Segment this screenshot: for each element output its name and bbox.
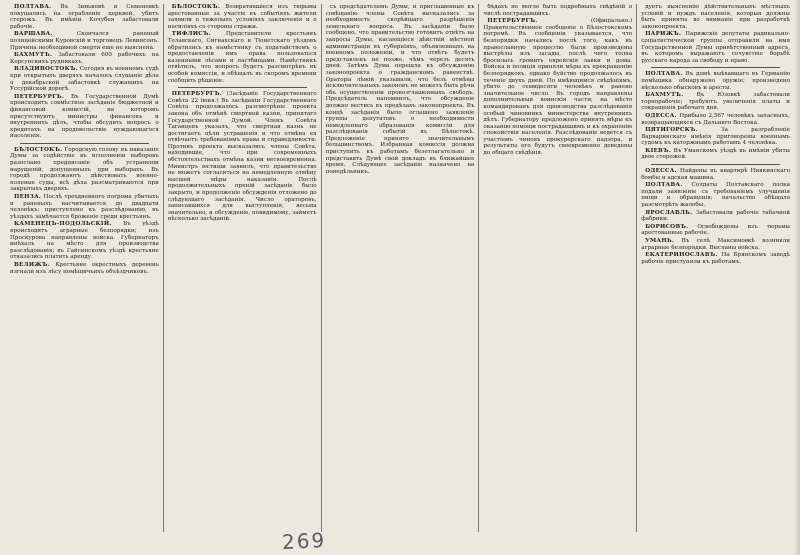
dispatch-text: Парижскіе депутаты радикально-соціалистической группы отправили на имя Государственной Думы привѣтственный адресъ, въ которомъ выражаютъ сочувствіе борьбѣ русскаго народа за свободу и право.: [641, 31, 790, 64]
column-2: [163, 4, 321, 532]
dispatch-text: Послѣ трехдневного погрома убитыхъ и раненыхъ насчитывается до двадцати человѣкъ; приступлено къ разслѣдованію, въ уѣздахъ замѣчается броженіе среди крестьянъ.: [10, 194, 159, 220]
section-divider: [178, 87, 307, 88]
dispatch-text: Городскую голову въ наказаніе Думы за содѣйствіе въ исполненіи выборовъ разослано предписаніе объ устраненіи нарушеній, допущенныхъ при выборахъ. Въ городѣ продолжаютъ дѣйствовать военно-полевые суды, всѣ дѣла разсматриваются при закрытыхъ дверяхъ.: [10, 146, 159, 193]
page-footer: [0, 528, 800, 555]
dispatch: [641, 31, 790, 64]
dispatch-place: ПОЛТАВА.: [645, 71, 683, 78]
page-edge-shadow: [794, 0, 800, 555]
dispatch: [641, 127, 790, 147]
dispatch: [168, 31, 317, 84]
column-4: [478, 4, 636, 532]
dispatch-text: Забастовали рабочіе табачной фабрики.: [641, 209, 790, 223]
dispatch-place: ПАРИЖЪ.: [645, 31, 682, 38]
dispatch: [483, 4, 632, 17]
dispatch-place: КАМЕНЕЦЪ-ПОДОЛЬСКІЙ.: [14, 221, 112, 228]
dispatch-text: Въ Уманскомъ уѣздѣ въ имѣніи убиты двое сторожей.: [641, 147, 790, 161]
dispatch-text: Освобождены изъ тюрьмы арестованные рабочіе.: [641, 223, 790, 237]
dispatch: [10, 66, 159, 92]
dispatch: [641, 113, 790, 126]
dispatch-text: Въ домѣ выѣхавшаго въ Германію помѣщика обнаружено оружіе; произведено нѣсколько обысковъ и аресты.: [641, 71, 790, 91]
dispatch-place: ТИФЛИСЪ.: [171, 31, 211, 38]
dispatch-place: ОДЕССА.: [645, 168, 677, 175]
dispatch-place: ЕКАТЕРИНОСЛАВЪ.: [645, 252, 718, 259]
section-divider: [20, 143, 149, 144]
dispatch-place: БОРИСОВЪ.: [645, 223, 689, 230]
dispatch-text: Въ Юзовкѣ забастовали горнорабочіе; требуютъ увеличенія платы и сокращенія рабочаго дня.: [641, 92, 790, 112]
dispatch-place: ВЛАДИВОСТОКЪ.: [14, 66, 78, 73]
dispatch: [10, 4, 159, 30]
dispatch-place: ПОЛТАВА.: [14, 4, 52, 10]
dispatch-place: БѢЛОСТОКЪ.: [14, 146, 63, 153]
dispatch-text: Крестьяне окрестныхъ деревень изгнали изъ лѣсу помѣщичьихъ объѣздчиковъ.: [10, 261, 159, 275]
dispatch-place: ОДЕССА.: [645, 112, 677, 119]
dispatch: [10, 147, 159, 193]
dispatch-text: Забастовали 600 рабочихъ на Корсунскихъ рудникахъ.: [10, 52, 159, 65]
dispatch-text: Въ Государственной Думѣ происходитъ совмѣстное засѣданіе бюджетной и финансовой комиссій, на которомъ присутствуютъ министры финансовъ и внутреннихъ дѣлъ, чтобы обсудить вопросъ о кредитахъ на продовольствіе нуждающагося населенія.: [10, 93, 159, 140]
newspaper-columns: [6, 4, 794, 532]
section-divider: [651, 164, 780, 165]
dispatch-text: Найдены въ квартирѣ Ниякинскаго бомбы и адская машина.: [641, 168, 790, 181]
dispatch: [10, 31, 159, 51]
dispatch-place: ПОЛТАВА.: [645, 182, 683, 189]
dispatch-place: БАХМУТЪ.: [14, 52, 53, 59]
dispatch-text: За разграбленіе Варваринскаго имѣнія приговорены военнымъ судомъ къ каторжнымъ работамъ 4 человѣка.: [641, 127, 790, 147]
dispatch-place: УМАНЬ.: [645, 238, 675, 244]
dispatch-text: Въ уѣздѣ происходятъ аграрные безпорядки; изъ Проскурова направлены войска. Губернаторъ выѣхалъ на мѣсто для производства разслѣдованія; въ Гайсинскомъ уѣздѣ крестьяне отказались платить аренду.: [10, 221, 159, 261]
dispatch-place: БАХМУТЪ.: [645, 92, 684, 99]
dispatch: [10, 52, 159, 65]
section-divider: [651, 67, 780, 68]
dispatch-text: Возвратившіеся изъ тюрьмы арестованные за участіе въ событіяхъ жители заявили о тяжелыхъ условіяхъ заключенія и о насиліяхъ со стороны стражи.: [167, 4, 317, 30]
dispatch-text: На Брянскомъ заводѣ рабочіе приступили къ работамъ.: [641, 252, 790, 265]
dispatch-place: ВАРШАВА.: [14, 31, 53, 38]
dispatch-text: Скончался раненый полицейскими Куровскій и торговецъ Левинсонъ. Причина необходимой смерти еще не выяснена.: [10, 31, 159, 51]
dispatch-place: ПЕТЕРБУРГЪ.: [14, 93, 65, 100]
dispatch: [483, 18, 632, 156]
dispatch-text: дуетъ выясненію дѣйствительныхъ мѣстныхъ условій и нуждъ населенія, которыя должны быть приняты во вниманіе при разработкѣ законопроекта.: [641, 4, 790, 30]
column-1: [6, 4, 163, 532]
dispatch-text: (Засѣданіе Государственнаго Совѣта 22 іюня.) Въ засѣданіи Государственнаго Совѣта продолжалось разсмотрѣніе проекта закона объ отмѣнѣ смертной казни, принятаго Государственной Думой. Членъ Совѣта Таганцевъ указалъ, что смертная казнь не достигаетъ цѣли устрашенія и что отмѣна ея отвѣчаетъ требованіямъ права и справедливости. Противъ проекта высказались члены Совѣта, находившіе, что при современныхъ обстоятельствахъ отмѣна казни несвоевременна. Министръ юстиціи заявилъ, что правительство не можетъ согласиться на немедленную отмѣну высшей мѣры наказанія. Послѣ продолжительныхъ преній засѣданіе было закрыто, и продолженіе обсужденія отложено до слѣдующаго засѣданія. Число ораторовъ, записавшихся для выступленія, весьма значительно, и обсужденіе, повидимому, займетъ нѣсколько засѣданій.: [167, 91, 317, 223]
dispatch-place: ПЕТЕРБУРГЪ.: [171, 91, 222, 98]
dispatch-place: ЯРОСЛАВЛЬ.: [645, 209, 693, 216]
dispatch: [326, 4, 475, 175]
dispatch: [641, 238, 790, 251]
dispatch: [168, 4, 317, 30]
column-5: [636, 4, 794, 532]
dispatch: [641, 224, 790, 237]
dispatch: [10, 194, 159, 220]
dispatch: [641, 4, 790, 30]
dispatch: [10, 262, 159, 275]
column-3: [321, 4, 479, 532]
dispatch-place: КІЕВЪ.: [645, 147, 671, 154]
dispatch-place: БѢЛОСТОКЪ.: [171, 4, 221, 10]
dispatch: [641, 252, 790, 265]
dispatch: [641, 168, 790, 181]
dispatch-text: Прибыло 2,567 человѣкъ запасныхъ, возвращающихся съ Дальняго Востока.: [641, 112, 790, 126]
dispatch: [10, 221, 159, 261]
dispatch: [168, 91, 317, 223]
dispatch: [641, 92, 790, 112]
dispatch-place: ПЕНЗА.: [14, 194, 42, 201]
dispatch: [10, 94, 159, 140]
dispatch-text: съ предсѣдателемъ Думы, и приглашенные къ совѣщанію члены Совѣта высказались за необходимость скорѣйшаго разрѣшенія земельнаго вопроса. Въ засѣданіи было сообщено, что правительство готовитъ отвѣтъ на запросы Думы, касающіеся дѣйствій мѣстной администраціи въ губерніяхъ, объявленныхъ на военномъ положеніи, и что отвѣтъ будетъ представленъ не позже, чѣмъ черезъ десять дней. Затѣмъ Дума перешла къ обсужденію законопроекта о гражданскомъ равенствѣ. Ораторы лѣвой указывали, что безъ отмѣны исключительныхъ законовъ не можетъ быть рѣчи объ осуществленіи провозглашенныхъ свободъ. Предсѣдатель напомнилъ, что обсужденіе должно вестись въ предѣлахъ законопроекта. Въ концѣ засѣданія было оглашено заявленіе группы депутатовъ о необходимости немедленнаго образованія комиссіи для разслѣдованія событій въ Бѣлостокѣ. Предложеніе принято значительнымъ большинствомъ. Избранная комиссія должна приступить къ работамъ безотлагательно и представить Думѣ свой докладъ въ ближайшее время. Слѣдующее засѣданіе назначено на понедѣльникъ.: [325, 4, 475, 175]
dispatch-text: Сегодня въ военномъ судѣ при открытыхъ дверяхъ началось слушаніе дѣла о декабрьской забастовкѣ служащихъ на Уссурійской дорогѣ.: [10, 66, 159, 93]
dispatch: [641, 182, 790, 208]
dispatch-text: (Офиціально.) Правительственное сообщеніе о Бѣлостокскомъ погромѣ. Въ сообщеніи указывается, что безпорядки начались послѣ того, какъ въ православную процессію были произведены выстрѣлы изъ засады, послѣ чего толпа бросилась громить еврейскія лавки и дома. Войска и полиція приняли мѣры къ прекращенію безпорядковъ, однако буйство продолжалось въ теченіе двухъ дней. По имѣющимся свѣдѣніямъ, убито до семидесяти человѣкъ и ранено значительное число. Въ городъ направлены дополнительныя воинскія части; на мѣсто командированъ для производства разслѣдованія особый чиновникъ министерства внутреннихъ дѣлъ. Губернатору предложено принять мѣры къ оказанію помощи пострадавшимъ и къ охраненію спокойствія населенія. Разслѣдованіе ведется съ участіемъ чиновъ прокурорскаго надзора, и результаты его будутъ своевременно доведены до общаго свѣдѣнія.: [483, 18, 633, 157]
dispatch-place: ПЕТЕРБУРГЪ.: [487, 18, 538, 25]
handwritten-page-number: 269: [281, 527, 327, 555]
dispatch-text: Въ селѣ Максимовкѣ возникли аграрные безпорядки. Высланы войска.: [641, 238, 790, 251]
dispatch-text: бѣдахъ не могло быть подробныхъ свѣдѣній о числѣ пострадавшихъ.: [483, 4, 633, 17]
dispatch: [641, 210, 790, 223]
dispatch: [641, 148, 790, 161]
dispatch-place: ВЕЛИЖЪ.: [14, 261, 50, 268]
dispatch-text: Представители крестьянъ Телавскаго, Сигнахскаго и Тіонетскаго уѣздовъ обратились къ намѣстнику съ ходатайствомъ о предоставленіи имъ права пользоваться казенными лѣсами и пастбищами. Намѣстникъ отвѣтилъ, что вопросъ будетъ разсмотрѣнъ въ особой комиссіи, и обѣщалъ въ скоромъ времени сообщить рѣшеніе.: [167, 31, 317, 84]
dispatch-place: ПЯТИГОРСКЪ.: [645, 127, 698, 134]
dispatch-text: Въ Зиньковѣ и Семеновкѣ покушались на ограбленіе церквей, убитъ сторожъ. Въ имѣніи Кочубея забастовали рабочіе.: [10, 4, 159, 30]
dispatch-text: Солдаты Полтавскаго полка подали заявленіе съ требованіемъ улучшенія пищи и обращенія; начальство обѣщало разсмотрѣть жалобы.: [641, 182, 790, 209]
dispatch: [641, 71, 790, 91]
